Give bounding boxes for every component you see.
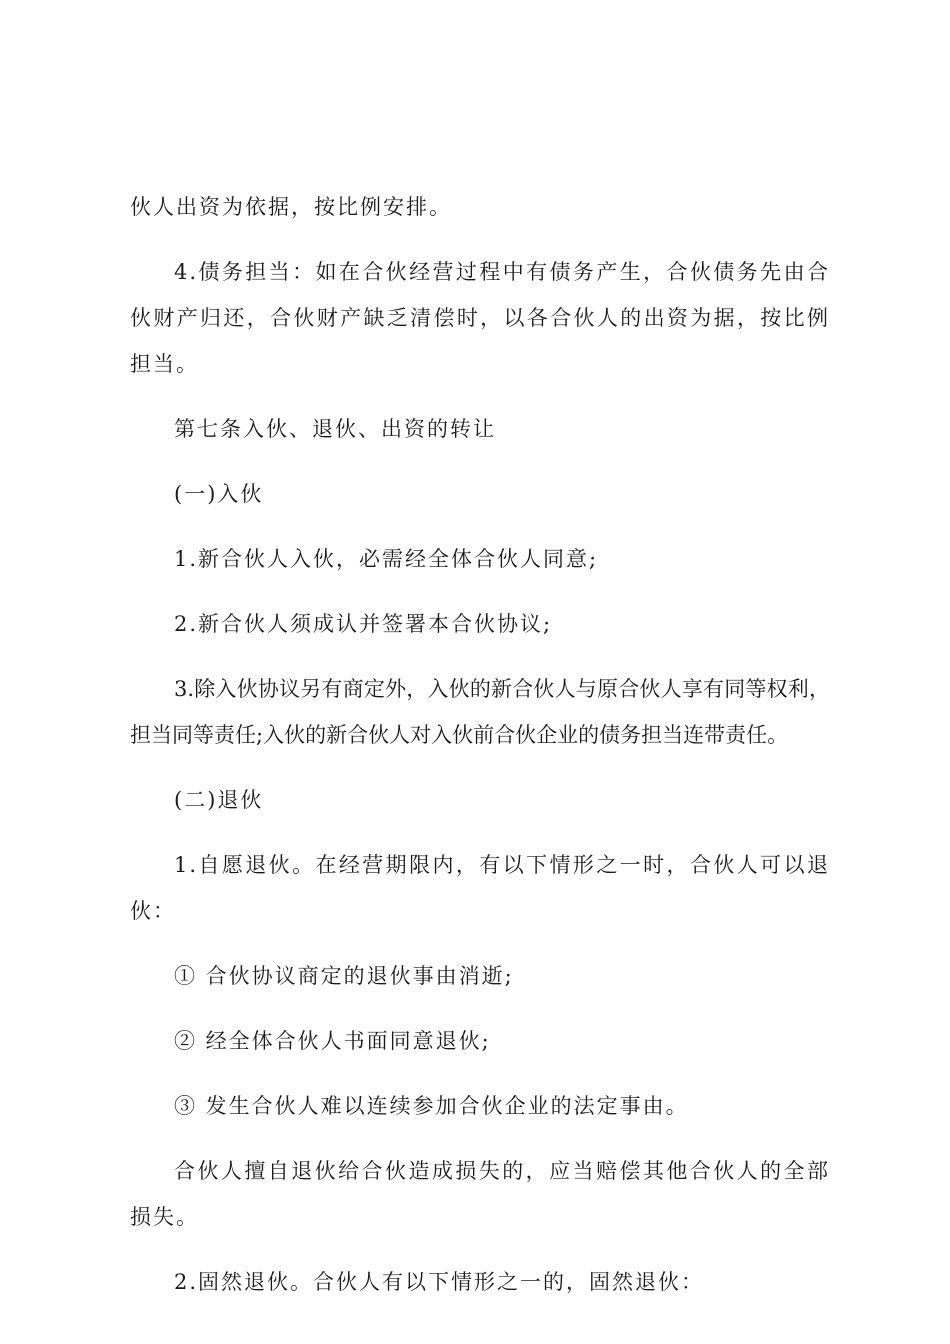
paragraph: 1.新合伙人入伙，必需经全体合伙人同意; [174, 547, 599, 571]
paragraph: 伙人出资为依据，按比例安排。 [130, 195, 452, 219]
paragraph: (一)入伙 [174, 482, 264, 506]
paragraph: 2.新合伙人须成认并签署本合伙协议; [174, 612, 553, 636]
paragraph: (二)退伙 [174, 788, 264, 812]
document-body [130, 184, 830, 1324]
paragraph: 4.债务担当：如在合伙经营过程中有债务产生，合伙债务先由合伙财产归还，合伙财产缺乏清偿时，以各合伙人的出资为据，按比例担当。 [130, 260, 830, 376]
paragraph: 3.除入伙协议另有商定外，入伙的新合伙人与原合伙人享有同等权利，担当同等责任;入伙的新合伙人对入伙前合伙企业的债务担当连带责任。 [130, 677, 830, 747]
paragraph: 1.自愿退伙。在经营期限内，有以下情形之一时，合伙人可以退伙： [130, 853, 830, 923]
paragraph: ② 经全体合伙人书面同意退伙; [174, 1029, 491, 1053]
paragraph: ① 合伙协议商定的退伙事由消逝; [174, 964, 514, 988]
paragraph: 2.固然退伙。合伙人有以下情形之一的，固然退伙： [174, 1270, 705, 1294]
paragraph: ③ 发生合伙人难以连续参加合伙企业的法定事由。 [174, 1094, 689, 1118]
paragraph: 合伙人擅自退伙给合伙造成损失的，应当赔偿其他合伙人的全部损失。 [130, 1159, 830, 1229]
paragraph: 第七条入伙、退伙、出资的转让 [174, 417, 496, 441]
